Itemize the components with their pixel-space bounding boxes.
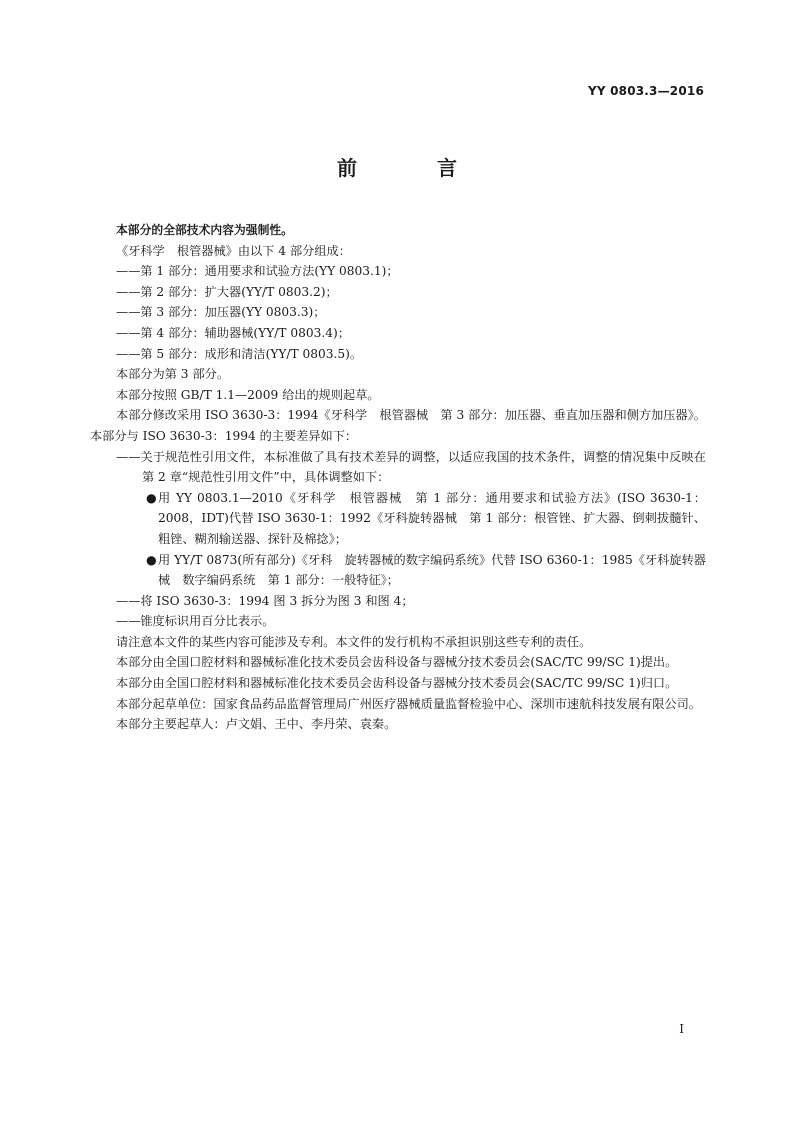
list-item-normative-refs: ——关于规范性引用文件，本标准做了具有技术差异的调整，以适应我国的技术条件，调整的情况集中反映在第 2 章“规范性引用文件”中，具体调整如下： <box>116 449 706 485</box>
list-item-figure-split: ——将 ISO 3630-3：1994 图 3 拆分为图 3 和图 4； <box>116 593 414 608</box>
list-item-part-4: ——第 4 部分：辅助器械(YY/T 0803.4)； <box>116 325 350 340</box>
page-title: 前 言 <box>337 156 487 180</box>
paragraph-parts-intro: 《牙科学 根管器械》由以下 4 部分组成： <box>116 243 351 258</box>
standard-code: YY 0803.3—2016 <box>587 84 704 98</box>
bullet-item-2 <box>90 550 706 591</box>
paragraph-drafting-rules: 本部分按照 GB/T 1.1—2009 给出的规则起草。 <box>116 387 380 402</box>
paragraph-drafters: 本部分主要起草人：卢文娟、王中、李丹荣、袁秦。 <box>116 717 397 732</box>
bullet-dot-icon: ● <box>146 552 157 567</box>
page-number: I <box>679 1022 684 1036</box>
paragraph-drafting-units: 本部分起草单位：国家食品药品监督管理局广州医疗器械质量监督检验中心、深圳市速航科技发展有限公司。 <box>116 696 701 711</box>
list-item-taper: ——锥度标识用百分比表示。 <box>116 614 275 629</box>
paragraph-mandatory: 本部分的全部技术内容为强制性。 <box>116 223 293 237</box>
list-item-part-3: ——第 3 部分：加压器(YY 0803.3)； <box>116 305 326 320</box>
list-item-part-5: ——第 5 部分：成形和清洁(YY/T 0803.5)。 <box>116 346 363 361</box>
bullet-item-1 <box>90 488 706 550</box>
bullet-text: 用 YY/T 0873(所有部分)《牙科 旋转器械的数字编码系统》代替 ISO 6360-1：1985《牙科旋转器械 数字编码系统 第 1 部分：一般特征》； <box>158 552 706 588</box>
bullet-dot-icon: ● <box>146 490 157 505</box>
paragraph-iso-adoption: 本部分修改采用 ISO 3630-3：1994《牙科学 根管器械 第 3 部分：加压器、垂直加压器和侧方加压器》。本部分与 ISO 3630-3：1994 的主要差异如下： <box>90 408 706 443</box>
paragraph-this-part: 本部分为第 3 部分。 <box>116 367 230 382</box>
paragraph-administered-by: 本部分由全国口腔材料和器械标准化技术委员会齿科设备与器械分技术委员会(SAC/TC 99/SC 1)归口。 <box>116 676 678 691</box>
list-item-part-2: ——第 2 部分：扩大器(YY/T 0803.2)； <box>116 284 338 299</box>
bullet-text: 用 YY 0803.1—2010《牙科学 根管器械 第 1 部分：通用要求和试验方法》(ISO 3630-1：2008，IDT)代替 ISO 3630-1：1992《牙科旋转器械 第 1 部分：根管锉、扩大器、倒刺拔髓针、粗锉、糊剂输送器、探针及棉捻》； <box>158 490 706 546</box>
foreword-body <box>90 220 706 735</box>
paragraph-proposed-by: 本部分由全国口腔材料和器械标准化技术委员会齿科设备与器械分技术委员会(SAC/TC 99/SC 1)提出。 <box>116 655 678 670</box>
paragraph-patent-notice: 请注意本文件的某些内容可能涉及专利。本文件的发行机构不承担识别这些专利的责任。 <box>116 634 592 649</box>
list-item-part-1: ——第 1 部分：通用要求和试验方法(YY 0803.1)； <box>116 264 399 279</box>
